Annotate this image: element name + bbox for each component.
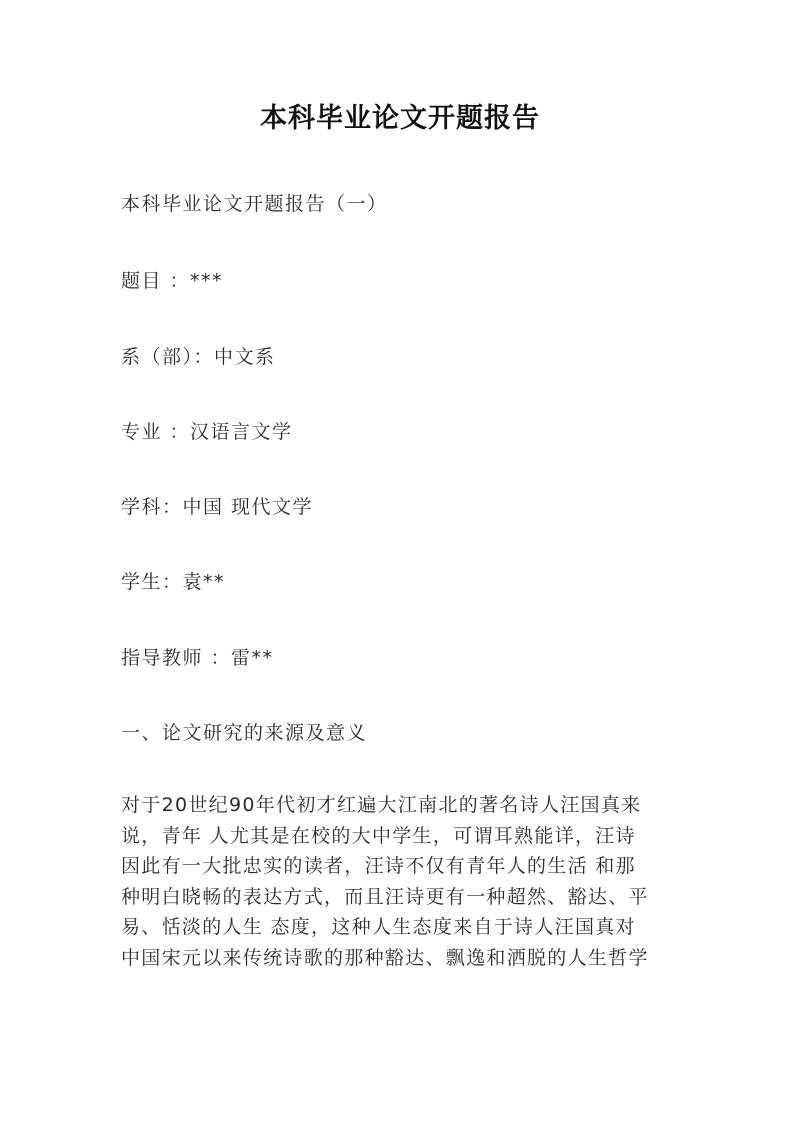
advisor-line: 指导教师 ：雷** <box>121 647 274 669</box>
topic-line: 题目 ：*** <box>121 270 224 292</box>
document-title: 本科毕业论文开题报告 <box>260 103 540 134</box>
paragraph-line: 说，青年 人尤其是在校的大中学生，可谓耳熟能详，汪诗 <box>121 824 636 847</box>
section-heading: 一、论文研究的来源及意义 <box>121 722 368 744</box>
body-paragraph <box>121 790 691 973</box>
paragraph-line: 中国宋元以来传统诗歌的那种豁达、飘逸和洒脱的人生哲学 <box>121 946 649 969</box>
discipline-line: 学科：中国 现代文学 <box>121 496 314 518</box>
student-line: 学生：袁** <box>121 571 226 593</box>
paragraph-line: 种明白晓畅的表达方式，而且汪诗更有一种超然、豁达、平 <box>121 885 649 908</box>
major-line: 专业 ：汉语言文学 <box>121 421 293 443</box>
department-line: 系（部）：中文系 <box>121 346 276 368</box>
paragraph-line: 因此有一大批忠实的读者，汪诗不仅有青年人的生活 和那 <box>121 855 636 877</box>
report-subtitle: 本科毕业论文开题报告（一） <box>121 193 388 215</box>
paragraph-line: 易、恬淡的人生 态度，这种人生态度来自于诗人汪国真对 <box>121 916 636 938</box>
paragraph-line: 对于20世纪90年代初才红遍大江南北的著名诗人汪国真来 <box>121 794 642 816</box>
